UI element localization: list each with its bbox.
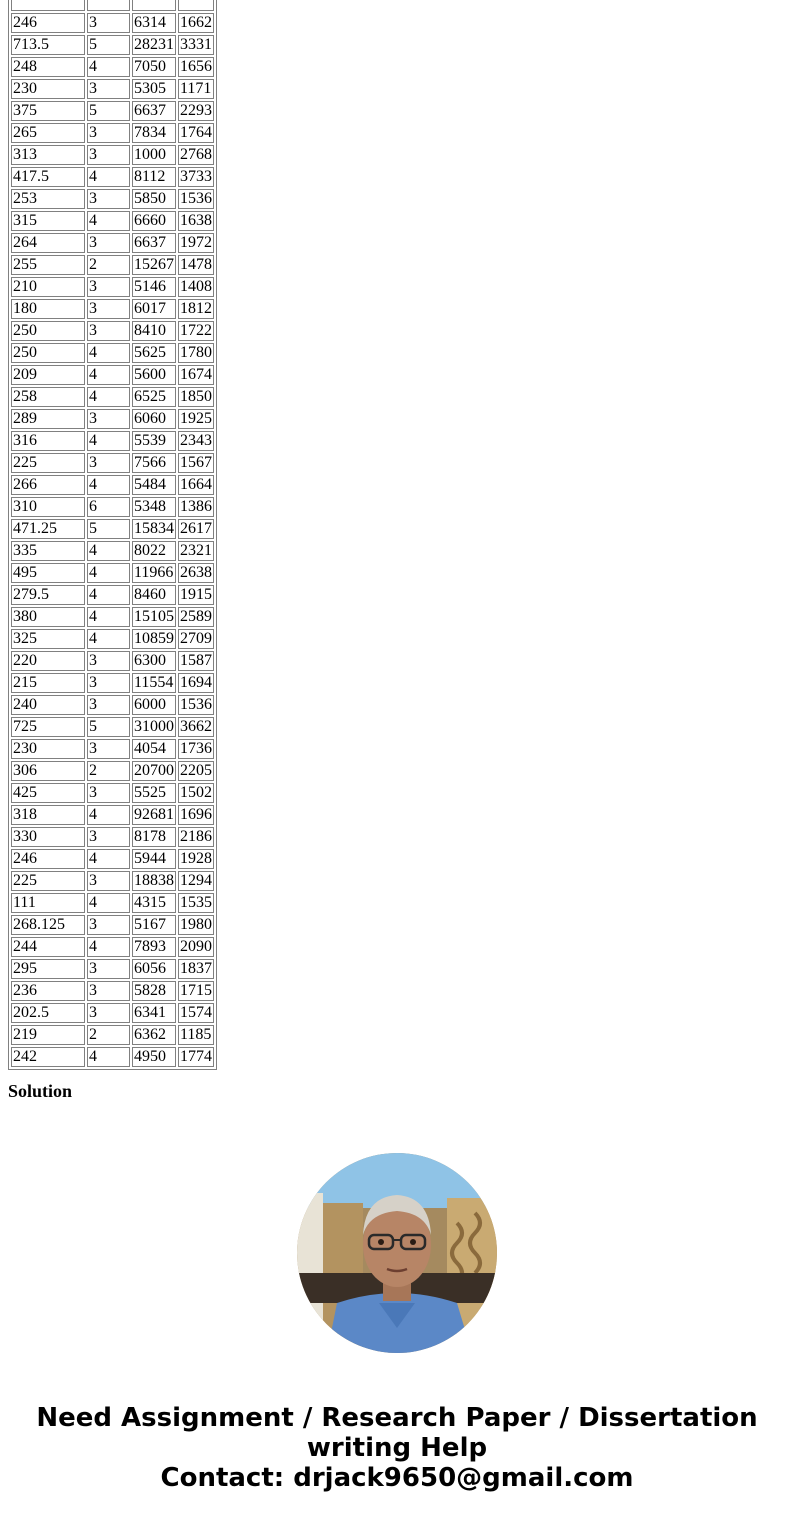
table-cell: 1574	[180, 1004, 212, 1021]
table-cell: 4	[87, 387, 130, 407]
table-cell: 5348	[132, 497, 176, 517]
table-cell: 1915	[180, 586, 212, 603]
table-cell: 1662	[180, 14, 212, 31]
table-row	[11, 893, 214, 913]
table-row	[11, 497, 214, 517]
table-row	[11, 453, 214, 473]
table-cell: 3	[87, 233, 130, 253]
table-row	[11, 585, 214, 605]
table-row	[11, 761, 214, 781]
table-cell: 18838	[134, 872, 174, 889]
table-cell: 1736	[180, 740, 212, 757]
table-cell: 3	[87, 299, 130, 319]
table-cell: 225	[11, 871, 85, 891]
table-cell: 4	[87, 893, 130, 913]
table-cell: 5	[87, 101, 130, 121]
table-cell: 28231	[134, 36, 174, 53]
table-cell: 4950	[132, 1047, 176, 1067]
table-cell: 5525	[132, 783, 176, 803]
table-cell: 180	[11, 299, 85, 319]
table-cell	[178, 0, 214, 11]
table-cell: 3	[87, 871, 130, 891]
table-cell: 3	[87, 409, 130, 429]
table-cell: 6637	[132, 101, 176, 121]
table-cell: 2768	[180, 146, 212, 163]
table-cell: 1812	[180, 300, 212, 317]
table-cell: 225	[11, 453, 85, 473]
table-cell: 5539	[132, 431, 176, 451]
table-cell: 7893	[132, 937, 176, 957]
table-cell: 3	[87, 981, 130, 1001]
table-cell: 713.5	[11, 35, 85, 55]
table-cell: 1171	[178, 79, 214, 99]
table-cell: 1536	[180, 190, 212, 207]
table-cell: 330	[11, 827, 85, 847]
table-cell: 3	[87, 959, 130, 979]
table-cell: 2638	[180, 564, 212, 581]
table-cell	[87, 0, 130, 11]
table-cell: 3	[87, 145, 130, 165]
table-cell: 202.5	[11, 1003, 85, 1023]
table-cell: 246	[11, 13, 85, 33]
table-body	[11, 0, 214, 1067]
table-row	[11, 211, 214, 231]
table-cell: 2709	[180, 630, 212, 647]
table-cell: 8460	[132, 585, 176, 605]
table-cell: 2	[87, 1025, 130, 1045]
table-row	[11, 79, 214, 99]
table-cell: 335	[11, 541, 85, 561]
table-row	[11, 431, 214, 451]
table-cell: 725	[11, 717, 85, 737]
table-cell: 1972	[180, 234, 212, 251]
table-cell: 1587	[180, 652, 212, 669]
table-row	[11, 35, 214, 55]
table-row	[11, 321, 214, 341]
table-cell: 5484	[132, 475, 176, 495]
table-cell: 240	[11, 695, 85, 715]
table-cell: 2186	[180, 828, 212, 845]
table-row	[11, 981, 214, 1001]
table-row	[11, 1003, 214, 1023]
table-cell: 4	[87, 585, 130, 605]
table-cell: 3	[87, 277, 130, 297]
table-cell: 315	[11, 211, 85, 231]
table-cell: 3	[87, 695, 130, 715]
table-cell: 3	[87, 651, 130, 671]
table-cell: 6660	[132, 211, 176, 231]
table-cell: 264	[11, 233, 85, 253]
table-cell: 1535	[180, 894, 212, 911]
table-row	[11, 343, 214, 363]
table-row	[11, 871, 214, 891]
table-row	[11, 299, 214, 319]
table-cell: 6060	[132, 409, 176, 429]
table-cell: 2205	[180, 762, 212, 779]
table-cell: 111	[11, 893, 85, 913]
table-cell: 1408	[180, 278, 212, 295]
table-cell: 4054	[132, 739, 176, 759]
table-cell: 6314	[132, 13, 176, 33]
table-cell: 236	[11, 981, 85, 1001]
table-cell: 1664	[180, 476, 212, 493]
table-row	[11, 123, 214, 143]
table-row	[11, 475, 214, 495]
table-cell: 2	[87, 255, 130, 275]
table-cell: 1928	[180, 850, 212, 867]
table-cell: 2343	[180, 432, 212, 449]
table-row	[11, 959, 214, 979]
table-cell: 1478	[180, 256, 212, 273]
table-cell: 3	[87, 673, 130, 693]
table-cell: 417.5	[11, 167, 85, 187]
table-cell: 6525	[132, 387, 176, 407]
table-cell: 6	[87, 497, 130, 517]
table-cell: 1715	[180, 982, 212, 999]
table-cell: 253	[11, 189, 85, 209]
table-cell: 306	[11, 761, 85, 781]
table-cell: 279.5	[11, 585, 85, 605]
table-cell: 6000	[132, 695, 176, 715]
table-cell: 380	[11, 607, 85, 627]
table-cell: 8410	[132, 321, 176, 341]
table-cell: 6017	[132, 299, 176, 319]
table-cell: 6362	[132, 1025, 176, 1045]
avatar	[297, 1153, 497, 1353]
table-row	[11, 519, 214, 539]
table-cell: 5	[87, 519, 130, 539]
table-cell: 1764	[180, 124, 212, 141]
table-cell: 266	[11, 475, 85, 495]
table-row	[11, 1025, 214, 1045]
table-cell: 7834	[132, 123, 176, 143]
table-cell	[132, 0, 176, 11]
table-cell	[11, 0, 85, 11]
table-cell: 1000	[132, 145, 176, 165]
table-cell: 4	[87, 343, 130, 363]
table-cell: 255	[11, 255, 85, 275]
table-cell: 6300	[132, 651, 176, 671]
table-cell: 5167	[132, 915, 176, 935]
table-cell: 1294	[180, 872, 212, 889]
table-row	[11, 651, 214, 671]
table-cell: 8112	[132, 167, 176, 187]
table-cell: 11554	[132, 673, 176, 693]
table-cell: 244	[11, 937, 85, 957]
table-cell: 3733	[180, 168, 212, 185]
table-cell: 31000	[134, 718, 174, 735]
table-cell: 6341	[132, 1003, 176, 1023]
table-cell: 4	[87, 167, 130, 187]
table-cell: 4	[87, 629, 130, 649]
table-cell: 2	[87, 761, 130, 781]
table-cell: 3	[87, 123, 130, 143]
table-row	[11, 255, 214, 275]
table-cell: 471.25	[11, 519, 85, 539]
table-row	[11, 167, 214, 187]
table-cell: 2617	[180, 520, 212, 537]
table-cell: 3	[87, 13, 130, 33]
table-row	[11, 277, 214, 297]
table-row	[11, 915, 214, 935]
table-cell: 3	[87, 321, 130, 341]
table-cell: 313	[11, 145, 85, 165]
table-cell: 4	[87, 937, 130, 957]
table-row	[11, 805, 214, 825]
table-cell: 20700	[134, 762, 174, 779]
table-cell: 210	[11, 277, 85, 297]
table-row	[11, 57, 214, 77]
table-cell: 2293	[180, 102, 212, 119]
table-cell: 1638	[180, 212, 212, 229]
table-cell: 15834	[134, 520, 174, 537]
table-row	[11, 145, 214, 165]
table-cell: 5850	[132, 189, 176, 209]
table-row	[11, 409, 214, 429]
table-cell: 7566	[132, 453, 176, 473]
table-cell: 5625	[132, 343, 176, 363]
table-row	[11, 365, 214, 385]
table-row	[11, 827, 214, 847]
table-cell: 4	[87, 365, 130, 385]
table-cell: 4	[87, 849, 130, 869]
data-table	[8, 0, 217, 1070]
table-row	[11, 717, 214, 737]
author-portrait-icon	[297, 1153, 497, 1353]
table-cell: 209	[11, 365, 85, 385]
table-cell: 4	[87, 211, 130, 231]
table-cell: 1567	[180, 454, 212, 471]
table-row	[11, 233, 214, 253]
table-cell: 268.125	[11, 915, 85, 935]
table-cell: 15267	[134, 256, 174, 273]
table-cell: 8022	[132, 541, 176, 561]
table-cell: 425	[11, 783, 85, 803]
table-cell: 4	[87, 805, 130, 825]
table-cell: 1185	[178, 1025, 214, 1045]
table-cell: 3	[87, 189, 130, 209]
table-cell: 250	[11, 321, 85, 341]
table-row	[11, 541, 214, 561]
table-cell: 4	[87, 563, 130, 583]
table-row	[11, 937, 214, 957]
table-row	[11, 189, 214, 209]
table-cell: 258	[11, 387, 85, 407]
table-cell: 3	[87, 827, 130, 847]
table-cell: 5305	[132, 79, 176, 99]
table-cell: 5	[87, 717, 130, 737]
table-cell: 15105	[134, 608, 174, 625]
table-cell: 1980	[180, 916, 212, 933]
table-cell: 1696	[180, 806, 212, 823]
table-row	[11, 0, 214, 11]
table-cell: 375	[11, 101, 85, 121]
table-cell: 10859	[134, 630, 174, 647]
table-cell: 5	[87, 35, 130, 55]
table-cell: 5828	[132, 981, 176, 1001]
table-cell: 3	[87, 915, 130, 935]
promo-contact-line: Contact: drjack9650@gmail.com	[160, 1463, 634, 1493]
table-cell: 5600	[132, 365, 176, 385]
table-cell: 4	[87, 431, 130, 451]
table-cell: 1502	[180, 784, 212, 801]
table-cell: 289	[11, 409, 85, 429]
table-cell: 2321	[180, 542, 212, 559]
table-row	[11, 849, 214, 869]
table-cell: 3	[87, 783, 130, 803]
table-cell: 5944	[132, 849, 176, 869]
table-cell: 1656	[180, 58, 212, 75]
table-row	[11, 387, 214, 407]
table-cell: 1674	[180, 366, 212, 383]
table-row	[11, 101, 214, 121]
table-cell: 495	[11, 563, 85, 583]
table-cell: 3	[87, 453, 130, 473]
table-cell: 325	[11, 629, 85, 649]
table-cell: 1780	[180, 344, 212, 361]
table-row	[11, 1047, 214, 1067]
table-cell: 219	[11, 1025, 85, 1045]
table-cell: 3	[87, 79, 130, 99]
promo-line-1: Need Assignment / Research Paper / Dissertation	[36, 1403, 758, 1433]
table-cell: 8178	[132, 827, 176, 847]
table-row	[11, 783, 214, 803]
table-row	[11, 629, 214, 649]
table-cell: 316	[11, 431, 85, 451]
promo-line-2: writing Help	[306, 1433, 488, 1463]
table-cell: 265	[11, 123, 85, 143]
table-row	[11, 563, 214, 583]
table-cell: 3	[87, 1003, 130, 1023]
table-cell: 5146	[132, 277, 176, 297]
promo-banner	[0, 1403, 794, 1493]
table-cell: 230	[11, 79, 85, 99]
table-row	[11, 739, 214, 759]
table-cell: 2090	[180, 938, 212, 955]
table-cell: 215	[11, 673, 85, 693]
solution-heading: Solution	[8, 1081, 73, 1101]
table-row	[11, 673, 214, 693]
table-cell: 1850	[180, 388, 212, 405]
table-cell: 4	[87, 475, 130, 495]
table-cell: 1837	[180, 960, 212, 977]
table-row	[11, 607, 214, 627]
table-cell: 1536	[180, 696, 212, 713]
table-cell: 4315	[132, 893, 176, 913]
table-cell: 3331	[180, 36, 212, 53]
table-cell: 4	[87, 1047, 130, 1067]
table-cell: 318	[11, 805, 85, 825]
table-row	[11, 695, 214, 715]
table-cell: 242	[11, 1047, 85, 1067]
table-cell: 2589	[180, 608, 212, 625]
table-cell: 246	[11, 849, 85, 869]
table-cell: 230	[11, 739, 85, 759]
table-cell: 1386	[180, 498, 212, 515]
table-cell: 4	[87, 607, 130, 627]
table-cell: 4	[87, 541, 130, 561]
table-cell: 3662	[180, 718, 212, 735]
table-cell: 1722	[180, 322, 212, 339]
table-cell: 92681	[134, 806, 174, 823]
table-cell: 310	[11, 497, 85, 517]
table-cell: 3	[87, 739, 130, 759]
table-cell: 4	[87, 57, 130, 77]
table-cell: 250	[11, 343, 85, 363]
table-cell: 1694	[180, 674, 212, 691]
table-cell: 6056	[132, 959, 176, 979]
table-cell: 1925	[180, 410, 212, 427]
table-cell: 11966	[132, 563, 176, 583]
table-cell: 295	[11, 959, 85, 979]
table-cell: 7050	[132, 57, 176, 77]
table-cell: 6637	[132, 233, 176, 253]
table-row	[11, 13, 214, 33]
table-cell: 220	[11, 651, 85, 671]
table-cell: 248	[11, 57, 85, 77]
table-cell: 1774	[180, 1048, 212, 1065]
